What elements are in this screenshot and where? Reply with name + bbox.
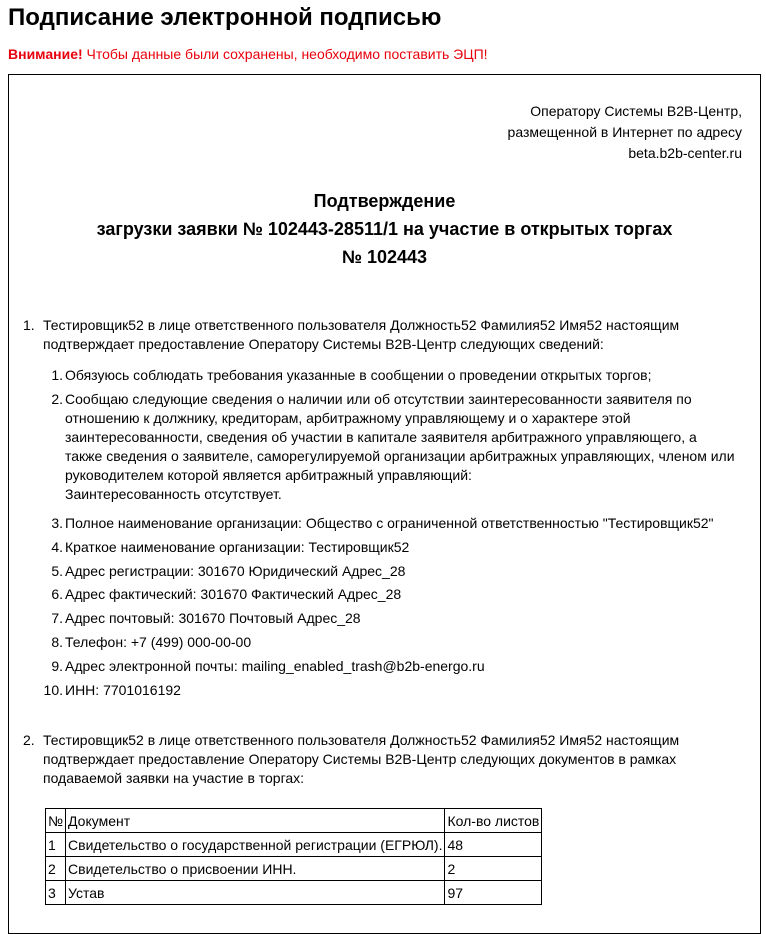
table-header-row bbox=[46, 809, 542, 833]
table-row bbox=[46, 833, 542, 857]
list-item-text: ИНН: 7701016192 bbox=[65, 682, 181, 698]
table-cell: Свидетельство о присвоении ИНН. bbox=[66, 857, 445, 881]
warning-label: Внимание! bbox=[8, 46, 83, 62]
heading-line: № 102443 bbox=[341, 247, 428, 267]
section-number: 2. bbox=[23, 732, 35, 748]
addressee-line: Оператору Системы B2B-Центр, bbox=[530, 103, 742, 119]
table-cell: Свидетельство о государственной регистрации (ЕГРЮЛ). bbox=[66, 833, 445, 857]
list-item-text: Обязуюсь соблюдать требования указанные в сообщении о проведении открытых торгов; bbox=[65, 367, 652, 383]
table-cell: 48 bbox=[445, 833, 542, 857]
page-title: Подписание электронной подписью bbox=[8, 4, 442, 31]
list-item-text: Телефон: +7 (499) 000-00-00 bbox=[65, 634, 252, 650]
heading-line: Подтверждение bbox=[313, 191, 456, 211]
column-header: Документ bbox=[66, 809, 445, 833]
list-item-number: 3. bbox=[51, 515, 63, 531]
list-item-number: 5. bbox=[51, 563, 63, 579]
table-cell: 97 bbox=[445, 881, 542, 905]
table-cell: Устав bbox=[66, 881, 445, 905]
warning-text: Чтобы данные были сохранены, необходимо поставить ЭЦП! bbox=[82, 46, 488, 62]
list-item-text: Полное наименование организации: Общество с ограниченной ответственностью "Тестировщик52" bbox=[65, 515, 714, 531]
warning-message bbox=[8, 44, 488, 64]
section-intro: Тестировщик52 в лице ответственного пользователя Должность52 Фамилия52 Имя52 настоящим подтверждает предоставление Оператору Системы B2B-Центр следующих сведений: bbox=[43, 317, 680, 352]
addressee-line: beta.b2b-center.ru bbox=[628, 145, 742, 161]
addressee-block bbox=[508, 101, 742, 164]
table-cell: 2 bbox=[445, 857, 542, 881]
section-intro: Тестировщик52 в лице ответственного пользователя Должность52 Фамилия52 Имя52 настоящим подтверждает предоставление Оператору Системы B2B-Центр следующих документов в рамках подаваемой заявки на участие в торгах: bbox=[43, 732, 680, 786]
documents-table bbox=[45, 808, 542, 905]
list-item-number: 9. bbox=[51, 658, 63, 674]
table-cell: 2 bbox=[46, 857, 66, 881]
list-item-number: 8. bbox=[51, 634, 63, 650]
list-item-number: 4. bbox=[51, 539, 63, 555]
table-cell: 3 bbox=[46, 881, 66, 905]
list-item-text: Адрес почтовый: 301670 Почтовый Адрес_28 bbox=[65, 610, 361, 626]
list-item-number: 6. bbox=[51, 586, 63, 602]
list-item-number: 10. bbox=[43, 682, 63, 698]
list-item-number: 2. bbox=[51, 391, 63, 407]
list-item-text: Адрес регистрации: 301670 Юридический Адрес_28 bbox=[65, 563, 406, 579]
list-item-text: Адрес электронной почты: mailing_enabled_trash@b2b-energo.ru bbox=[65, 658, 485, 674]
table-row bbox=[46, 881, 542, 905]
table-cell: 1 bbox=[46, 833, 66, 857]
list-item-text: Краткое наименование организации: Тестировщик52 bbox=[65, 539, 410, 555]
document-frame bbox=[8, 74, 761, 934]
list-item-text bbox=[65, 390, 737, 504]
list-item-number: 7. bbox=[51, 610, 63, 626]
list-item-text-main: Сообщаю следующие сведения о наличии или об отсутствии заинтересованности заявителя по отношению к должнику, кредиторам, арбитражному управляющему и о характере этой заинтересованности, сведения об участии в капитале заявителя арбитражного управляющего, а также сведения о заявителе, саморегулируемой организации арбитражных управляющих, членом или руководителем которой является арбитражный управляющий: bbox=[65, 391, 735, 483]
table-row bbox=[46, 857, 542, 881]
section-number: 1. bbox=[23, 317, 35, 333]
list-item-text: Адрес фактический: 301670 Фактический Адрес_28 bbox=[65, 586, 402, 602]
list-item-number: 1. bbox=[51, 367, 63, 383]
list-item-text-extra: Заинтересованность отсутствует. bbox=[65, 486, 282, 502]
column-header: Кол-во листов bbox=[445, 809, 542, 833]
heading-line: загрузки заявки № 102443-28511/1 на участие в открытых торгах bbox=[96, 219, 673, 239]
addressee-line: размещенной в Интернет по адресу bbox=[507, 124, 742, 140]
document-heading bbox=[9, 187, 760, 271]
column-header: № bbox=[46, 809, 66, 833]
